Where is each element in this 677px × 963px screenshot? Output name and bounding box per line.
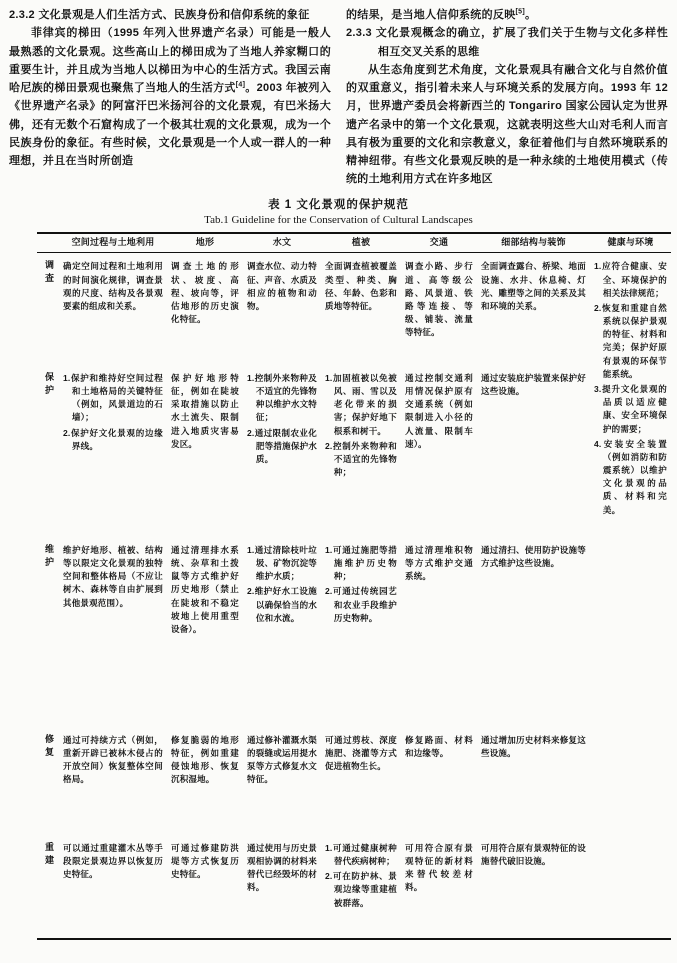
section-heading-233: 2.3.3 文化景观概念的确立，扩展了我们关于生物与文化多样性相互交叉关系的思维 bbox=[346, 27, 668, 58]
cell-health bbox=[590, 727, 671, 835]
header-health-environment: 健康与环境 bbox=[590, 233, 671, 253]
conservation-guideline-table bbox=[37, 232, 671, 940]
row-label-maintain: 维护 bbox=[44, 543, 54, 570]
paragraph-right: 从生态角度到艺术角度，文化景观具有融合文化与自然价值的双重意义，指引着未来人与环境关系的发展方向。1993 年 12 月，世界遗产委员会将新西兰的 Tongariro 国家公园认定为世界遗产名录中的第一个文化景观，这就表明这些大山对毛利人而言具有极为重要的文化和宗教意义，象征着他们与自然环境联系的精神纽带。有些文化景观反映的是一种永续的土地使用模式（传统的土地利用方式在许多地区 bbox=[346, 63, 668, 186]
table-row-repair bbox=[37, 727, 671, 835]
cell-vegetation: 全面调查植被覆盖类型、种类、胸径、年龄、色彩和质地等特征。 bbox=[325, 261, 397, 311]
cell-vegetation: 可通过剪枝、深度施肥、浇灌等方式促进植物生长。 bbox=[325, 734, 397, 772]
cell-terrain: 调查土地的形状、坡度、高程、坡向等，评估地形的历史演化特征。 bbox=[171, 261, 239, 325]
table-row-protect bbox=[37, 365, 671, 537]
header-space-land: 空间过程与土地利用 bbox=[59, 233, 167, 253]
cell-space: 维护好地形、植被、结构等以限定文化景观的独特空间和整体格局（不应让树木、森林等自由扩展到其他景观范围）。 bbox=[63, 544, 163, 608]
citation-marker: [4] bbox=[235, 81, 246, 89]
cell-details: 通过安装庇护装置来保护好这些设施。 bbox=[481, 372, 586, 397]
header-terrain: 地形 bbox=[167, 233, 243, 253]
table-title-zh: 表 1 文化景观的保护规范 bbox=[268, 198, 409, 211]
text-column-right bbox=[346, 6, 668, 189]
cell-details: 可用符合原有景观特征的设施替代破旧设施。 bbox=[481, 842, 586, 867]
table-title-en: Tab.1 Guideline for the Conservation of Cultural Landscapes bbox=[204, 213, 473, 226]
paragraph-text: 。 bbox=[524, 9, 537, 21]
cell-terrain: 通过清理排水系统、杂草和土拨鼠等方式维护好历史地形（禁止在陡坡和不稳定坡地上使用重型设备）。 bbox=[171, 544, 239, 634]
cell-traffic: 可用符合原有景观特征的新材料来替代较差材料。 bbox=[405, 842, 473, 893]
table-row-rebuild bbox=[37, 835, 671, 939]
table-row-maintain bbox=[37, 537, 671, 727]
paragraph-text: 的结果，是当地人信仰系统的反映 bbox=[346, 9, 516, 21]
cell-details: 全面调查露台、桥梁、地面设施、水井、休息椅、灯光、雕塑等之间的关系及其和环境的关系。 bbox=[481, 261, 586, 311]
cell-traffic: 通过控制交通利用情况保护原有交通系统（例如限制进入小径的人流量、限制车速）。 bbox=[405, 372, 473, 449]
cell-space: 可以通过重建灌木丛等手段限定景观边界以恢复历史特征。 bbox=[63, 842, 163, 880]
paragraph-continuation bbox=[346, 6, 668, 24]
section-heading-232: 2.3.2 文化景观是人们生活方式、民族身份和信仰系统的象征 bbox=[9, 9, 310, 21]
cell-space: 通过可持续方式（例如，重新开辟已被林木侵占的开放空间）恢复整体空间格局。 bbox=[63, 734, 163, 785]
table-section bbox=[9, 196, 668, 940]
cell-hydrology: 1.控制外来物种及不适宜的先锋物种以维护水文特征； 2.通过限制农业化肥等措施保护水质。 bbox=[247, 372, 317, 464]
cell-hydrology: 1.通过清除枝叶垃圾、矿物沉淀等维护水质； 2.维护好水工设施以确保恰当的水位和水流。 bbox=[247, 544, 317, 623]
header-hydrology: 水文 bbox=[243, 233, 321, 253]
row-label-survey: 调查 bbox=[44, 260, 54, 287]
cell-vegetation: 1.可通过健康树种替代疾病树种； 2.可在防护林、景观边缘等重建植被群落。 bbox=[325, 842, 397, 908]
paragraph-text: 。2003 年被列入《世界遗产名录》的阿富汗巴米扬河谷的文化景观，有巴米扬大佛，还有无数个石窟构成了一个极其壮观的文化景观，成为一个民族身份的象征。有些时候，文化景观是一个人或一群人的一种理想，并且在当时所创造 bbox=[9, 82, 332, 167]
cell-hydrology: 通过使用与历史景观相协调的材料来替代已经毁坏的材料。 bbox=[247, 842, 317, 893]
cell-health bbox=[590, 835, 671, 939]
cell-traffic: 修复路面、材料和边缘等。 bbox=[405, 734, 473, 759]
row-label-protect: 保护 bbox=[44, 371, 54, 398]
row-label-repair: 修复 bbox=[44, 733, 54, 760]
paragraph-text: 菲律宾的梯田（1995 年列入世界遗产名录）可能是一般人最熟悉的文化景观。这些高山上的梯田成为了当地人养家糊口的重要生计，并且成为当地人以梯田为中心的生活方式。我国云南哈尼族的梯田景观也聚焦了当地人的生活方式 bbox=[9, 27, 331, 94]
cell-details: 通过增加历史材料来修复这些设施。 bbox=[481, 734, 586, 759]
header-vegetation: 植被 bbox=[321, 233, 401, 253]
article-body bbox=[9, 6, 668, 189]
citation-marker: [5] bbox=[515, 8, 525, 16]
paragraph-left bbox=[9, 24, 331, 170]
cell-hydrology: 通过修补灌溉水渠的裂缝或运用提水泵等方式修复水文特征。 bbox=[247, 734, 317, 785]
row-label-rebuild: 重建 bbox=[44, 841, 54, 868]
cell-details: 通过清扫、使用防护设施等方式维护这些设施。 bbox=[481, 544, 586, 569]
cell-terrain: 保护好地形特征，例如在陡坡采取措施以防止水土流失、限制进入地质灾害易发区。 bbox=[171, 372, 239, 449]
cell-health: 1.应符合健康、安全、环境保护的相关法律规范； 2.恢复和重建自然系统以保护景观的特征、材料和完美；保护好原有景观的环保节能系统。 3.提升文化景观的品质以适应健康、安全环境保护的需要； 4.安装安全装置（例如消防和防震系统）以维护文化景观的品质、材料和完美。 bbox=[594, 261, 667, 515]
cell-terrain: 修复脆弱的地形特征，例如重建侵蚀地形、恢复沉积湿地。 bbox=[171, 734, 239, 785]
cell-space: 确定空间过程和土地利用的时间演化规律，调查景观的尺度、结构及各景观要素的组成和关系。 bbox=[63, 261, 163, 311]
cell-hydrology: 调查水位、动力特征、声音、水质及相应的植物和动物。 bbox=[247, 261, 317, 311]
cell-vegetation: 1.加固植被以免被风、雨、雪以及老化带来的损害；保护好地下根系和树干。 2.控制外来物种和不适宜的先锋物种； bbox=[325, 372, 397, 478]
cell-terrain: 可通过修建防洪堤等方式恢复历史特征。 bbox=[171, 842, 239, 880]
cell-space: 1.保护和维持好空间过程和土地格局的关键特征（例如，风景道边的石墙）； 2.保护好文化景观的边缘界线。 bbox=[63, 372, 163, 451]
text-column-left bbox=[9, 6, 331, 189]
cell-vegetation: 1.可通过施肥等措施维护历史物种； 2.可通过传统园艺和农业手段维护历史物种。 bbox=[325, 544, 397, 623]
cell-traffic: 通过清理堆积物等方式维护交通系统。 bbox=[405, 544, 473, 582]
table-row-survey bbox=[37, 253, 671, 365]
header-traffic: 交通 bbox=[401, 233, 477, 253]
cell-traffic: 调查小路、步行道、高等级公路、风景道、铁路等连接、等级、铺装、流量等特征。 bbox=[405, 261, 473, 338]
header-details-decoration: 细部结构与装饰 bbox=[477, 233, 590, 253]
table-header-row bbox=[37, 233, 671, 253]
corner-header bbox=[37, 233, 59, 253]
